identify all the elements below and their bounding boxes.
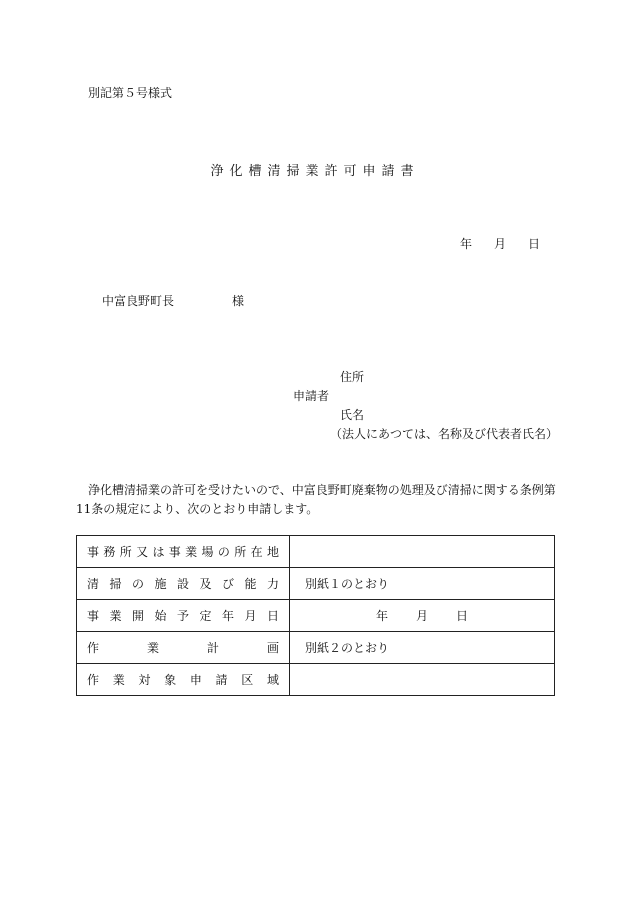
table-row bbox=[77, 632, 555, 664]
table-row bbox=[77, 664, 555, 696]
row-label-start-date: 事業開始予定年月日 bbox=[77, 600, 290, 632]
date-line bbox=[460, 235, 540, 252]
row-value-work-plan: 別紙２のとおり bbox=[290, 632, 555, 664]
document-title: 浄化槽清掃業許可申請書 bbox=[210, 164, 420, 179]
applicant-name-label: 氏名 bbox=[340, 408, 365, 422]
date-year-label: 年 bbox=[460, 237, 473, 251]
row-value-start-date bbox=[290, 600, 555, 632]
row-label-facilities: 清掃の施設及び能力 bbox=[77, 568, 290, 600]
start-month-label: 月 bbox=[415, 609, 428, 623]
addressee bbox=[102, 292, 244, 309]
row-value-office-location bbox=[290, 536, 555, 568]
table-row bbox=[77, 600, 555, 632]
form-number: 別記第５号様式 bbox=[88, 86, 173, 100]
start-day-label: 日 bbox=[456, 609, 469, 623]
application-table bbox=[76, 535, 555, 696]
applicant-label: 申請者 bbox=[293, 389, 330, 403]
row-value-facilities: 別紙１のとおり bbox=[290, 568, 555, 600]
start-year-label: 年 bbox=[375, 609, 388, 623]
application-statement: 浄化槽清掃業の許可を受けたいので、中富良野町廃棄物の処理及び清掃に関する条例第11条の規定により、次のとおり申請します。 bbox=[76, 483, 556, 516]
row-label-office-location: 事務所又は事業場の所在地 bbox=[77, 536, 290, 568]
row-value-service-area bbox=[290, 664, 555, 696]
corporation-note: （法人にあつては、名称及び代表者氏名） bbox=[330, 427, 559, 441]
row-label-service-area: 作業対象申請区域 bbox=[77, 664, 290, 696]
row-label-work-plan: 作業計画 bbox=[77, 632, 290, 664]
table-row bbox=[77, 536, 555, 568]
table-row bbox=[77, 568, 555, 600]
addressee-name: 中富良野町長 bbox=[102, 294, 175, 308]
addressee-honorific: 様 bbox=[232, 294, 245, 308]
applicant-address-label: 住所 bbox=[340, 370, 365, 384]
date-day-label: 日 bbox=[528, 237, 541, 251]
date-month-label: 月 bbox=[494, 237, 507, 251]
